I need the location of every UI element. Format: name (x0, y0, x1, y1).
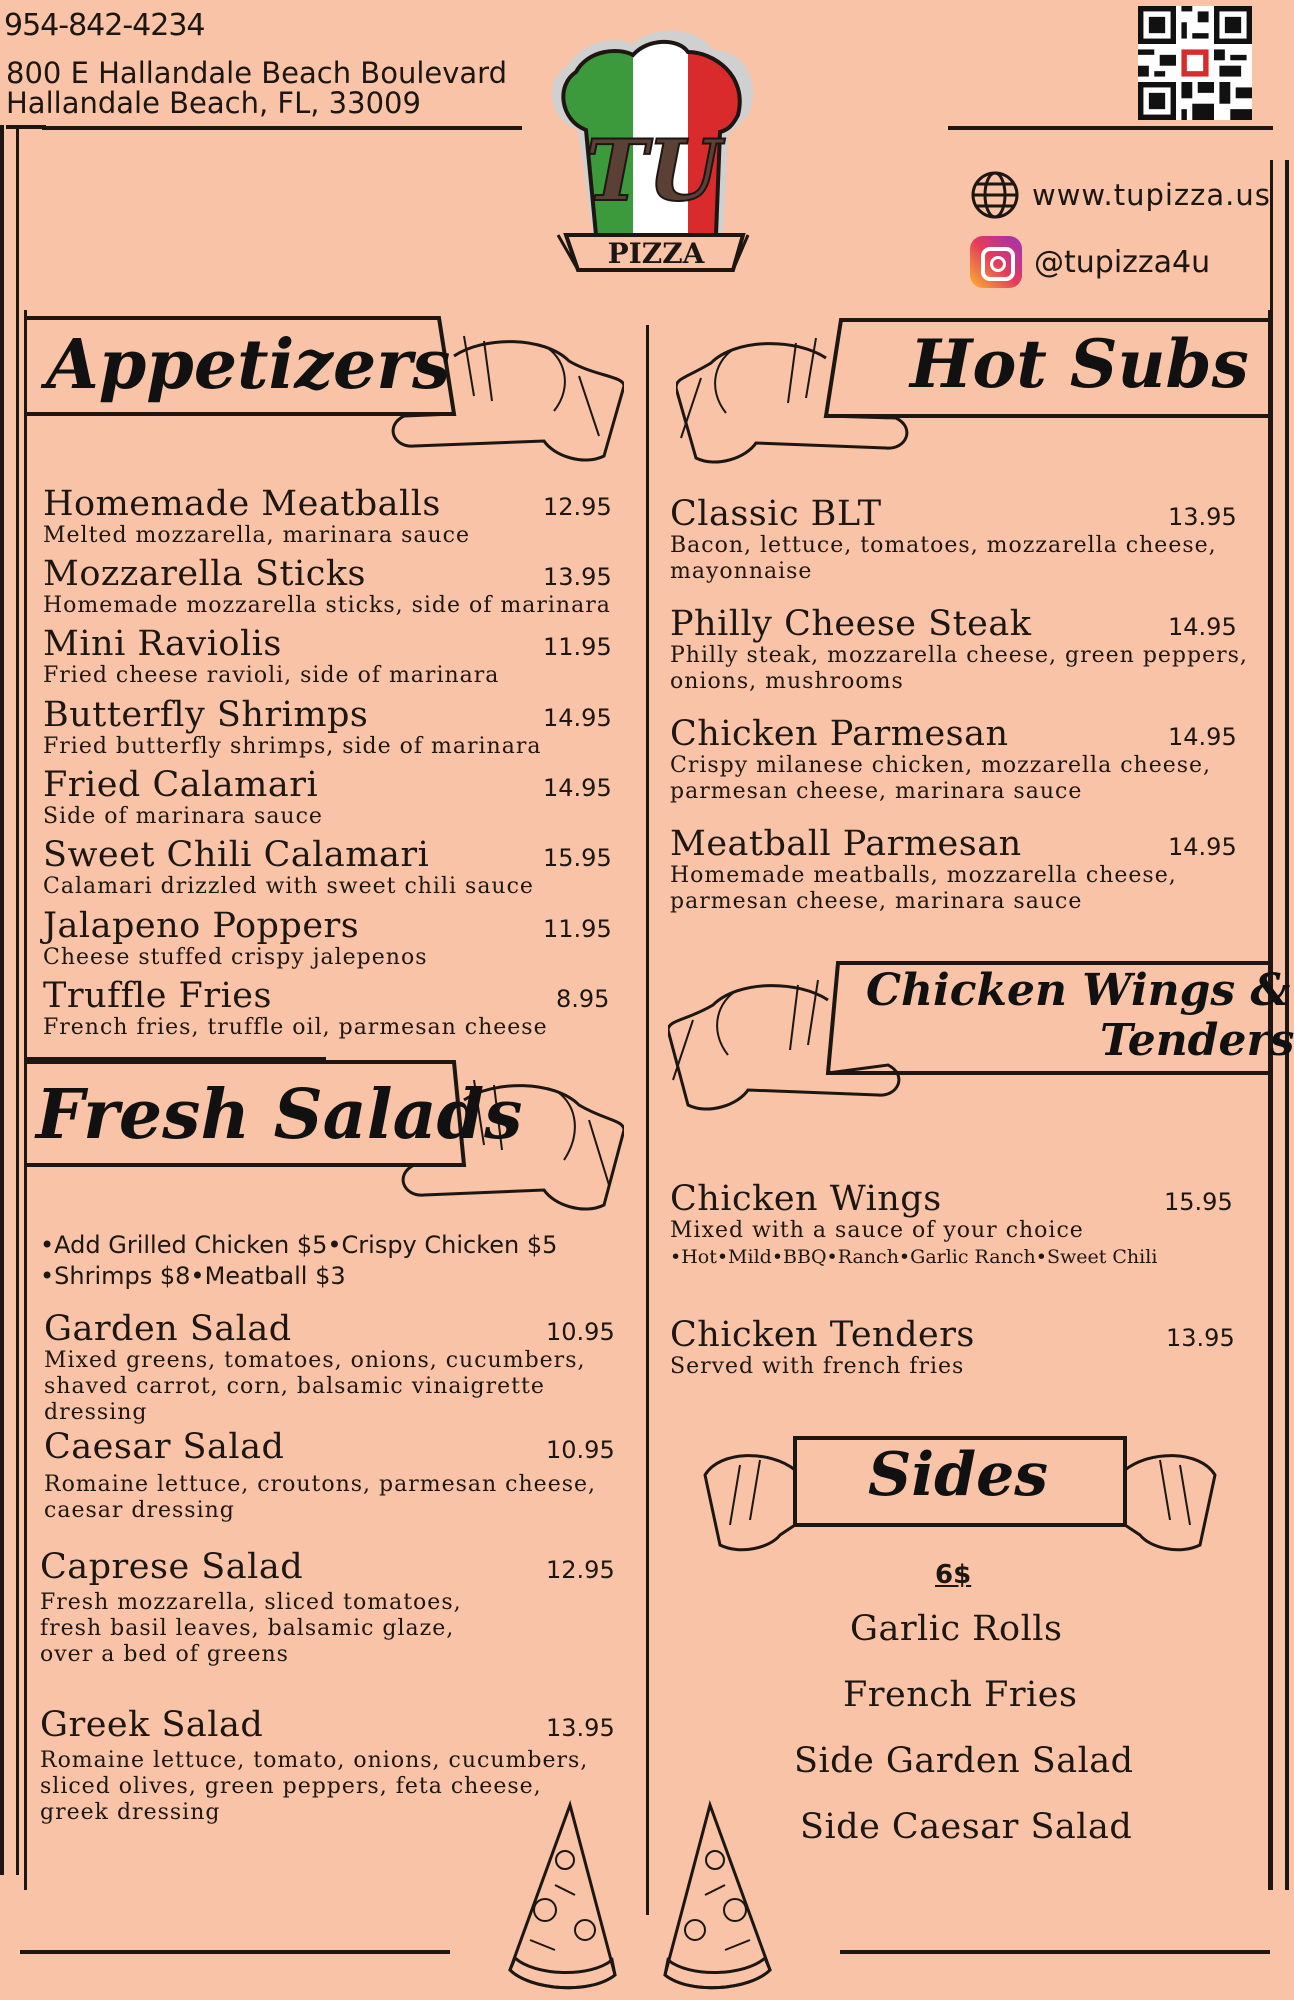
item-desc: Side of marinara sauce (43, 804, 323, 829)
website-text: www.tupizza.us (1032, 178, 1271, 212)
item-name: Philly Cheese Steak (670, 604, 1032, 644)
item-name: Caprese Salad (40, 1547, 304, 1587)
item-desc-1: Romaine lettuce, croutons, parmesan cheese, (44, 1472, 597, 1497)
item-name: Mozzarella Sticks (43, 554, 366, 594)
item-price: 11.95 (543, 915, 612, 943)
menu-item (43, 766, 613, 830)
side-item: Garlic Rolls (850, 1609, 1063, 1649)
item-desc-1: Crispy milanese chicken, mozzarella cheese, (670, 753, 1212, 778)
menu-item (43, 625, 613, 689)
logo-main-text: TU (585, 121, 721, 220)
item-desc-2: caesar dressing (44, 1498, 235, 1523)
pizza-slice-icon (660, 1800, 780, 1998)
menu-item (43, 977, 613, 1041)
left-frame (0, 125, 19, 1875)
item-price: 10.95 (546, 1318, 615, 1346)
menu-item (670, 715, 1260, 805)
item-name: Sweet Chili Calamari (43, 835, 430, 875)
instagram-link[interactable] (970, 236, 1210, 288)
item-desc-2: parmesan cheese, marinara sauce (670, 779, 1083, 804)
item-desc-1: Bacon, lettuce, tomatoes, mozzarella cheese, (670, 533, 1217, 558)
item-price: 15.95 (543, 844, 612, 872)
menu-item (43, 836, 613, 900)
item-name: Chicken Tenders (670, 1315, 975, 1355)
item-name: Jalapeno Poppers (43, 906, 360, 946)
item-price: 14.95 (543, 704, 612, 732)
instagram-icon (970, 236, 1022, 288)
item-price: 13.95 (1166, 1324, 1235, 1352)
item-desc-1: Served with french fries (670, 1354, 965, 1379)
item-desc: Fried cheese ravioli, side of marinara (43, 663, 500, 688)
menu-item (43, 485, 613, 549)
frame-bottom-left (20, 1950, 450, 1954)
item-name: Caesar Salad (44, 1427, 285, 1467)
instagram-handle: @tupizza4u (1034, 244, 1211, 280)
item-price: 15.95 (1164, 1188, 1233, 1216)
item-name: Truffle Fries (43, 976, 272, 1016)
item-desc-1: Mixed greens, tomatoes, onions, cucumbers, (44, 1348, 586, 1373)
menu-item (670, 495, 1260, 585)
globe-icon (970, 170, 1020, 220)
menu-item (670, 1316, 1260, 1380)
wings-title-line-2: Tenders (1100, 1015, 1294, 1066)
item-price: 14.95 (1168, 613, 1237, 641)
menu-item (670, 1180, 1260, 1270)
qr-code-icon[interactable] (1138, 6, 1252, 120)
item-desc-2: shaved carrot, corn, balsamic vinaigrette dressing (44, 1374, 545, 1425)
item-price: 13.95 (1168, 503, 1237, 531)
menu-item (40, 1548, 634, 1668)
addons-line-2: •Shrimps $8•Meatball $3 (40, 1262, 346, 1290)
item-desc-2: •Hot•Mild•BBQ•Ranch•Garlic Ranch•Sweet Chili (670, 1246, 1158, 1268)
item-price: 8.95 (556, 985, 610, 1013)
wings-title-line-1: Chicken Wings & (866, 965, 1291, 1016)
item-desc: Cheese stuffed crispy jalepenos (43, 945, 428, 970)
item-price: 11.95 (543, 633, 612, 661)
item-desc: Fried butterfly shrimps, side of marinara (43, 734, 542, 759)
item-name: Mini Raviolis (43, 624, 282, 664)
item-desc: Calamari drizzled with sweet chili sauce (43, 874, 534, 899)
phone-number: 954-842-4234 (4, 8, 205, 43)
item-price: 14.95 (543, 774, 612, 802)
item-desc: Homemade mozzarella sticks, side of marinara (43, 593, 611, 618)
item-desc-2: mayonnaise (670, 559, 813, 584)
item-desc-3: over a bed of greens (40, 1642, 289, 1667)
item-desc-2: fresh basil leaves, balsamic glaze, (40, 1616, 455, 1641)
item-name: Classic BLT (670, 494, 882, 534)
menu-item (43, 907, 613, 971)
addons-line-1: •Add Grilled Chicken $5•Crispy Chicken $5 (40, 1231, 558, 1259)
item-desc-2: onions, mushrooms (670, 669, 904, 694)
item-price: 12.95 (543, 493, 612, 521)
side-item: Side Garden Salad (794, 1741, 1134, 1781)
item-name: Chicken Parmesan (670, 714, 1009, 754)
item-desc: Melted mozzarella, marinara sauce (43, 523, 470, 548)
item-name: Homemade Meatballs (43, 484, 441, 524)
item-name: Fried Calamari (43, 765, 319, 805)
salads-title: Fresh Salads (36, 1075, 523, 1155)
item-name: Greek Salad (40, 1705, 264, 1745)
item-name: Meatball Parmesan (670, 824, 1022, 864)
item-price: 12.95 (546, 1556, 615, 1584)
address-line-2: Hallandale Beach, FL, 33009 (6, 86, 421, 120)
menu-item (44, 1428, 634, 1524)
item-desc: French fries, truffle oil, parmesan cheese (43, 1015, 548, 1040)
item-price: 14.95 (1168, 723, 1237, 751)
frame-top-right (948, 126, 1273, 130)
website-link[interactable] (970, 170, 1271, 220)
menu-item (670, 825, 1260, 915)
menu-item (44, 1310, 634, 1426)
item-desc-1: Fresh mozzarella, sliced tomatoes, (40, 1590, 462, 1615)
salad-addons (40, 1230, 557, 1292)
item-price: 13.95 (546, 1714, 615, 1742)
center-divider (646, 325, 649, 1915)
frame-corner (6, 125, 46, 129)
logo-sub-text: PIZZA (607, 237, 705, 270)
sides-title: Sides (868, 1440, 1049, 1510)
item-name: Butterfly Shrimps (43, 695, 369, 735)
item-desc-2: sliced olives, green peppers, feta cheese, (40, 1774, 542, 1799)
item-desc-3: greek dressing (40, 1800, 221, 1825)
menu-item (43, 555, 613, 619)
item-desc-1: Homemade meatballs, mozzarella cheese, (670, 863, 1177, 888)
frame-bottom-right (840, 1950, 1270, 1954)
hot-subs-title: Hot Subs (910, 325, 1249, 403)
menu-item (43, 696, 613, 760)
side-item: Side Caesar Salad (800, 1807, 1133, 1847)
frame-top-left (42, 126, 522, 130)
tu-pizza-logo (538, 20, 768, 290)
address (6, 58, 507, 118)
item-price: 14.95 (1168, 833, 1237, 861)
appetizers-title: Appetizers (46, 325, 451, 405)
item-desc-1: Mixed with a sauce of your choice (670, 1218, 1084, 1243)
item-name: Garden Salad (44, 1309, 292, 1349)
side-item: French Fries (843, 1675, 1078, 1715)
sides-price: 6$ (935, 1560, 972, 1590)
item-desc-2: parmesan cheese, marinara sauce (670, 889, 1083, 914)
item-price: 13.95 (543, 563, 612, 591)
address-line-1: 800 E Hallandale Beach Boulevard (6, 56, 507, 90)
item-desc-1: Philly steak, mozzarella cheese, green peppers, (670, 643, 1248, 668)
item-name: Chicken Wings (670, 1179, 942, 1219)
menu-item (670, 605, 1260, 695)
pizza-slice-icon (500, 1800, 620, 1998)
item-price: 10.95 (546, 1436, 615, 1464)
item-desc-1: Romaine lettuce, tomato, onions, cucumbers, (40, 1748, 589, 1773)
